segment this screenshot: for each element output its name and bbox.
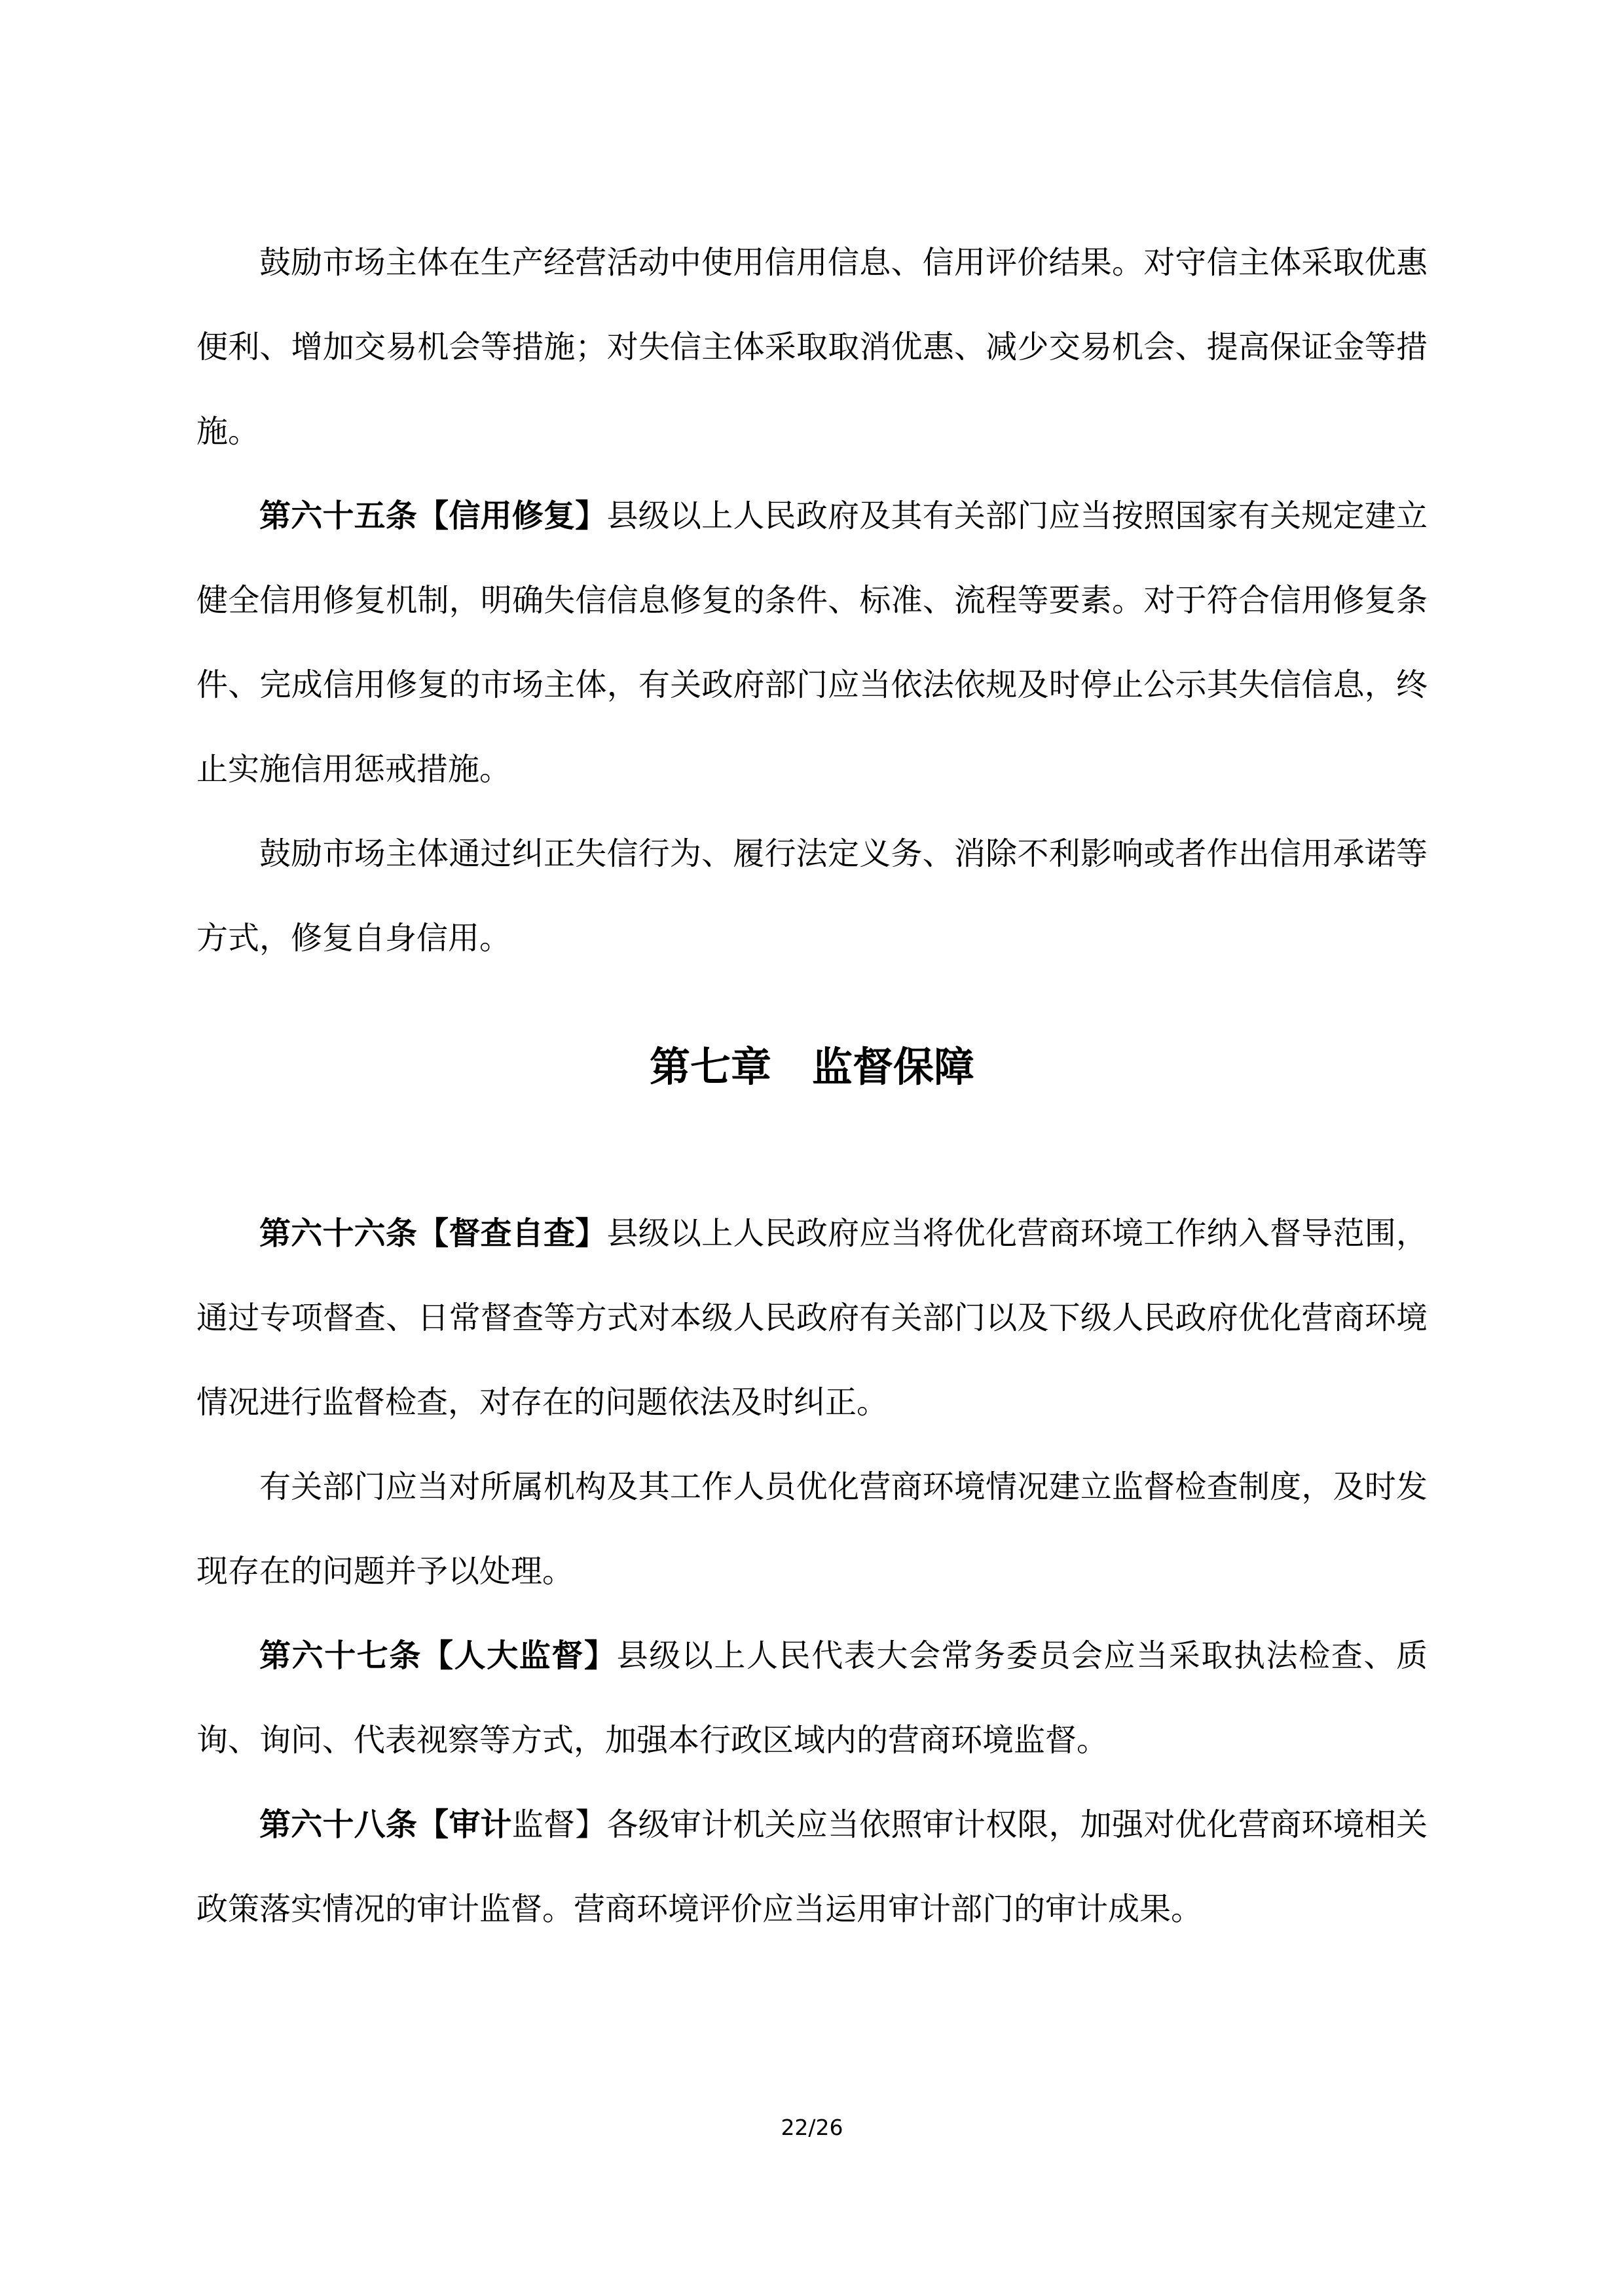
article-heading: 第六十七条【人大监督】 [259,1637,617,1674]
paragraph-credit-use [196,221,1428,474]
chapter-heading: 第七章 监督保障 [649,1043,974,1091]
article-heading: 第六十八条【审计 [259,1806,512,1843]
paragraph-internal-inspection [196,1445,1428,1614]
paragraph-text: 鼓励市场主体在生产经营活动中使用信用信息、信用评价结果。对守信主体采取优惠便利、增加交易机会等措施；对失信主体采取取消优惠、减少交易机会、提高保证金等措施。 [196,244,1428,450]
paragraph-text: 鼓励市场主体通过纠正失信行为、履行法定义务、消除不利影响或者作出信用承诺等方式，修复自身信用。 [196,835,1428,957]
article-66-supervision [196,1192,1428,1445]
paragraph-text: 县级以上人民政府及其有关部门应当按照国家有关规定建立健全信用修复机制，明确失信信息修复的条件、标准、流程等要素。对于符合信用修复条件、完成信用修复的市场主体，有关政府部门应当依法依规及时停止公示其失信信息，终止实施信用惩戒措施。 [196,498,1428,788]
article-heading: 第六十五条【信用修复】 [259,498,607,534]
paragraph-self-repair [196,812,1428,981]
page-number: 22/26 [781,2115,843,2140]
paragraph-text: 县级以上人民代表大会常务委员会应当采取执法检查、质询、询问、代表视察等方式，加强本行政区域内的营商环境监督。 [196,1637,1428,1758]
paragraph-text: 有关部门应当对所属机构及其工作人员优化营商环境情况建立监督检查制度，及时发现存在的问题并予以处理。 [196,1468,1428,1590]
article-heading: 第六十六条【督查自查】 [259,1215,607,1252]
article-65-credit-repair [196,474,1428,812]
article-68-audit-supervision [196,1783,1428,1952]
paragraph-text: 县级以上人民政府应当将优化营商环境工作纳入督导范围，通过专项督查、日常督查等方式对本级人民政府有关部门以及下级人民政府优化营商环境情况进行监督检查，对存在的问题依法及时纠正。 [196,1215,1428,1421]
paragraph-text: 各级审计机关应当依照审计权限，加强对优化营商环境相关政策落实情况的审计监督。营商环境评价应当运用审计部门的审计成果。 [196,1806,1428,1927]
article-67-npc-supervision [196,1614,1428,1783]
article-heading-suffix: 监督】 [511,1806,607,1843]
